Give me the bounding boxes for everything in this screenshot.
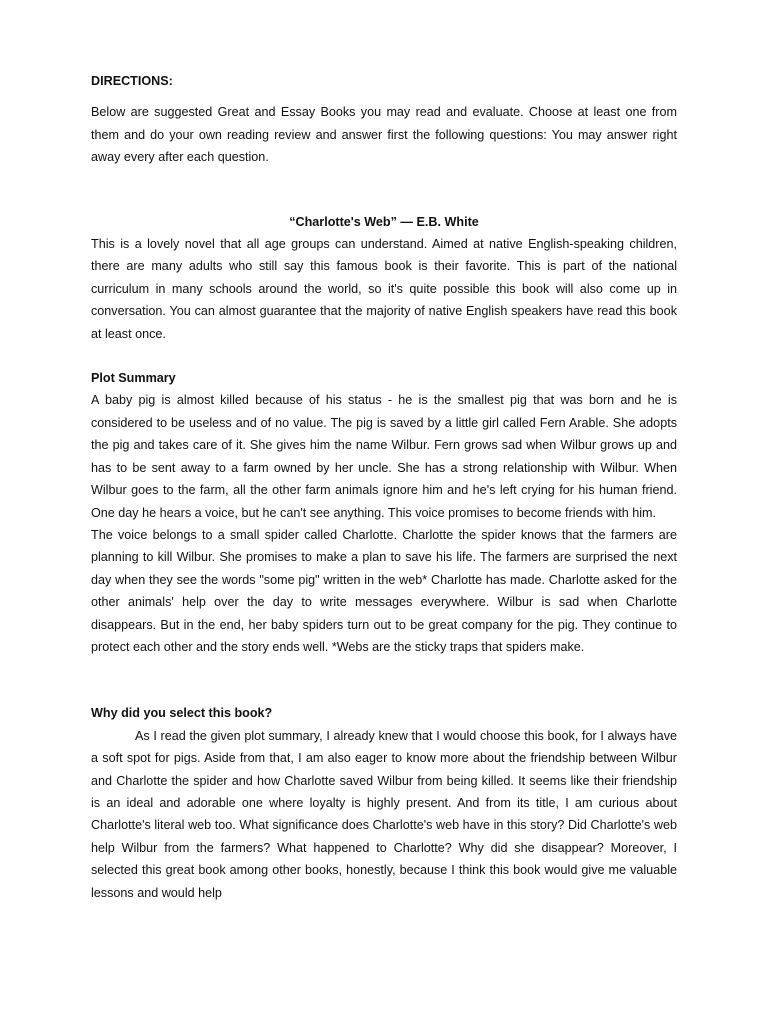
directions-text: Below are suggested Great and Essay Books you may read and evaluate. Choose at least one from them and do your own reading review and answer first the following questions: You may answer right away every after each question. [91, 105, 677, 165]
plot-summary-heading: Plot Summary [91, 371, 176, 386]
document-page [91, 70, 677, 904]
plot-paragraph-2: The voice belongs to a small spider called Charlotte. Charlotte the spider knows that the farmers are planning to kill Wilbur. She promises to make a plan to save his life. The farmers are surprised the next day when they see the words "some pig" written in the web* Charlotte has made. Charlotte asked for the other animals' help over the day to write messages everywhere. Wilbur is sad when Charlotte disappears. But in the end, her baby spiders turn out to be great company for the pig. They continue to protect each other and the story ends well. *Webs are the sticky traps that spiders make. [91, 527, 677, 654]
book-intro: This is a lovely novel that all age groups can understand. Aimed at native English-speaking children, there are many adults who still say this famous book is their favorite. This is part of the national curriculum in many schools around the world, so it's quite possible this book will also come up in conversation. You can almost guarantee that the majority of native English speakers have read this book at least once. [91, 237, 677, 341]
directions-heading: DIRECTIONS: [91, 74, 173, 88]
plot-paragraph-1: A baby pig is almost killed because of his status - he is the smallest pig that was born and he is considered to be useless and of no value. The pig is saved by a little girl called Fern Arable. She adopts the pig and takes care of it. She gives him the name Wilbur. Fern grows sad when Wilbur grows up and has to be sent away to a farm owned by her uncle. She has a strong relationship with Wilbur. When Wilbur goes to the farm, all the other farm animals ignore him and he's left crying for his human friend. One day he hears a voice, but he can't see anything. This voice promises to become friends with him. [91, 393, 677, 520]
question-answer: As I read the given plot summary, I already knew that I would choose this book, for I always have a soft spot for pigs. Aside from that, I am also eager to know more about the friendship between Wilbur and Charlotte the spider and how Charlotte saved Wilbur from being killed. It seems like their friendship is an ideal and adorable one where loyalty is highly present. And from its title, I am curious about Charlotte's literal web too. What significance does Charlotte's web have in this story? Did Charlotte's web help Wilbur from the farmers? What happened to Charlotte? Why did she disappear? Moreover, I selected this great book among other books, honestly, because I think this book would give me valuable lessons and would help [91, 728, 677, 900]
question-heading: Why did you select this book? [91, 706, 273, 721]
book-title: “Charlotte's Web” — E.B. White [289, 214, 479, 229]
